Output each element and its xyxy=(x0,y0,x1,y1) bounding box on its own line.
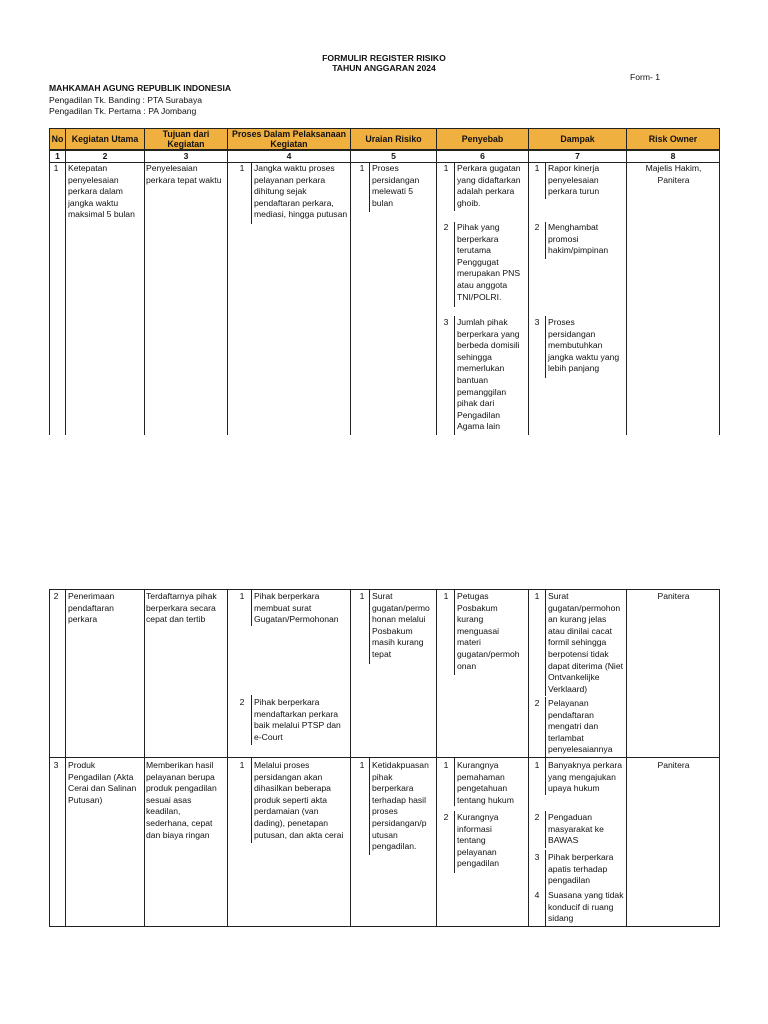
proses-text: Pihak berperkara mendaftarkan perkara baik melalui PTSP dan e-Court xyxy=(254,697,341,742)
penyebab-number: 1 xyxy=(443,163,449,173)
grid-line xyxy=(454,757,455,806)
risk-owner: Panitera xyxy=(657,760,690,770)
header-owner: Risk Owner xyxy=(648,134,698,144)
proses-number: 1 xyxy=(239,163,245,173)
grid-line xyxy=(251,162,252,224)
dampak-text: Rapor kinerja penyelesaian perkara turun xyxy=(548,163,600,197)
dampak-text: Suasana yang tidak konducif di ruang sidang xyxy=(548,890,624,924)
dampak-number: 2 xyxy=(534,222,540,232)
form-year: TAHUN ANGGARAN 2024 xyxy=(332,63,436,73)
row-number: 3 xyxy=(53,760,59,770)
dampak-text: Pihak berperkara apatis terhadap pengadilan xyxy=(548,852,614,886)
penyebab-text: Kurangnya informasi tentang pelayanan pengadilan xyxy=(457,812,500,869)
grid-line xyxy=(49,757,720,758)
first-instance-court: Pengadilan Tk. Pertama : PA Jombang xyxy=(49,106,197,116)
dampak-number: 2 xyxy=(534,698,540,708)
risk-owner: Majelis Hakim, Panitera xyxy=(645,163,702,185)
header-proses: Proses Dalam Pelaksanaan Kegiatan xyxy=(232,129,346,149)
dampak-number: 2 xyxy=(534,812,540,822)
grid-line xyxy=(369,162,370,212)
col-number-7: 7 xyxy=(575,151,580,161)
col-number-6: 6 xyxy=(480,151,485,161)
dampak-text: Menghambat promosi hakim/pimpinan xyxy=(548,222,609,256)
risk-owner: Panitera xyxy=(657,591,690,601)
col-number-3: 3 xyxy=(183,151,189,161)
uraian-number: 1 xyxy=(359,760,365,770)
grid-line xyxy=(436,128,437,435)
kegiatan-utama: Penerimaan pendaftaran perkara xyxy=(68,591,115,625)
penyebab-text: Petugas Posbakum kurang menguasai materi gugatan/permoh onan xyxy=(457,591,520,671)
uraian-number: 1 xyxy=(359,591,365,601)
grid-line xyxy=(49,926,720,927)
header-uraian: Uraian Risiko xyxy=(365,134,422,144)
penyebab-number: 2 xyxy=(443,812,449,822)
proses-number: 2 xyxy=(239,697,245,707)
penyebab-number: 2 xyxy=(443,222,449,232)
grid-line xyxy=(49,589,720,590)
grid-line xyxy=(719,589,720,927)
dampak-number: 1 xyxy=(534,591,540,601)
grid-line xyxy=(545,888,546,926)
grid-line xyxy=(251,589,252,626)
dampak-text: Banyaknya perkara yang mengajukan upaya hukum xyxy=(548,760,623,794)
uraian-number: 1 xyxy=(359,163,365,173)
grid-line xyxy=(454,316,455,435)
col-number-2: 2 xyxy=(102,151,108,161)
grid-line xyxy=(49,150,720,151)
dampak-number: 3 xyxy=(534,852,540,862)
grid-line xyxy=(369,757,370,855)
tujuan-kegiatan: Memberikan hasil pelayanan berupa produk pengadilan sesuai asas keadilan, sederhana, cepat dan biaya ringan xyxy=(146,760,217,840)
grid-line xyxy=(65,589,66,927)
col-number-5: 5 xyxy=(391,151,396,161)
row-number: 1 xyxy=(53,163,59,173)
proses-text: Melalui proses persidangan akan dihasilkan beberapa produk seperti akta perdamaian (van dading), penetapan putusan, dan akta cerai xyxy=(254,760,344,840)
form-title: FORMULIR REGISTER RISIKO xyxy=(322,53,446,63)
grid-line xyxy=(545,222,546,259)
penyebab-number: 1 xyxy=(443,591,449,601)
penyebab-number: 1 xyxy=(443,760,449,770)
grid-line xyxy=(545,316,546,378)
grid-line xyxy=(227,589,228,927)
grid-line xyxy=(454,811,455,873)
proses-text: Jangka waktu proses pelayanan perkara dihitung sejak pendaftaran perkara, mediasi, hingga putusan xyxy=(254,163,348,220)
dampak-number: 4 xyxy=(534,890,540,900)
grid-line xyxy=(545,757,546,795)
dampak-number: 1 xyxy=(534,163,540,173)
grid-line xyxy=(65,128,66,435)
header-no: No xyxy=(51,134,64,144)
header-dampak: Dampak xyxy=(560,134,595,144)
grid-line xyxy=(251,695,252,745)
appeal-court: Pengadilan Tk. Banding : PTA Surabaya xyxy=(49,95,203,105)
col-number-8: 8 xyxy=(670,151,676,161)
grid-line xyxy=(144,589,145,927)
penyebab-text: Pihak yang berperkara terutama Penggugat merupakan PNS atau anggota TNI/POLRI. xyxy=(457,222,521,302)
uraian-text: Proses persidangan melewati 5 bulan xyxy=(372,163,420,208)
tujuan-kegiatan: Terdaftarnya pihak berperkara secara cepat dan tertib xyxy=(146,591,217,625)
dampak-text: Pengaduan masyarakat ke BAWAS xyxy=(548,812,604,846)
kegiatan-utama: Ketepatan penyelesaian perkara dalam jangka waktu maksimal 5 bulan xyxy=(68,163,135,220)
proses-number: 1 xyxy=(239,760,245,770)
row-number: 2 xyxy=(53,591,59,601)
grid-line xyxy=(350,589,351,927)
header-kegiatan: Kegiatan Utama xyxy=(71,134,139,144)
penyebab-text: Perkara gugatan yang didaftarkan adalah perkara ghoib. xyxy=(457,163,521,208)
grid-line xyxy=(545,162,546,199)
uraian-text: Ketidakpuasan pihak berperkara terhadap hasil proses persidangan/p utusan pengadilan. xyxy=(372,760,429,852)
uraian-text: Surat gugatan/permo honan melalui Posbakum masih kurang tepat xyxy=(372,591,430,659)
grid-line xyxy=(251,757,252,843)
grid-line xyxy=(545,589,546,696)
dampak-text: Surat gugatan/permohon an kurang jelas atau dinilai cacat formil sehingga berpotensi tidak dapat diterima (Niet Ontvankelijke Verklaard) xyxy=(548,591,623,694)
kegiatan-utama: Produk Pengadilan (Akta Cerai dan Salinan Putusan) xyxy=(68,760,137,805)
grid-line xyxy=(454,222,455,307)
col-number-1: 1 xyxy=(55,151,60,161)
form-number: Form- 1 xyxy=(630,72,661,82)
grid-line xyxy=(545,811,546,848)
tujuan-kegiatan: Penyelesaian perkara tepat waktu xyxy=(146,163,222,185)
penyebab-text: Kurangnya pemahaman pengetahuan tentang hukum xyxy=(457,760,514,805)
col-number-4: 4 xyxy=(286,151,292,161)
penyebab-text: Jumlah pihak berperkara yang berbeda domisili sehingga memerlukan bantuan pemanggilan pihak dari Pengadilan Agama lain xyxy=(457,317,520,432)
grid-line xyxy=(369,589,370,664)
penyebab-number: 3 xyxy=(443,317,449,327)
proses-text: Pihak berperkara membuat surat Gugatan/Permohonan xyxy=(254,591,339,625)
grid-line xyxy=(144,128,145,435)
dampak-text: Proses persidangan membutuhkan jangka waktu yang lebih panjang xyxy=(548,317,620,374)
dampak-number: 3 xyxy=(534,317,540,327)
grid-line xyxy=(545,697,546,757)
grid-line xyxy=(454,162,455,211)
grid-line xyxy=(49,589,50,927)
dampak-number: 1 xyxy=(534,760,540,770)
organization-name: MAHKAMAH AGUNG REPUBLIK INDONESIA xyxy=(49,83,232,93)
grid-line xyxy=(454,589,455,675)
grid-line xyxy=(545,850,546,888)
grid-line xyxy=(436,589,437,927)
proses-number: 1 xyxy=(239,591,245,601)
dampak-text: Pelayanan pendaftaran mengatri dan terlambat penyelesaiannya xyxy=(548,698,613,755)
header-tujuan: Tujuan dari Kegiatan xyxy=(162,129,210,149)
header-penyebab: Penyebab xyxy=(461,134,504,144)
